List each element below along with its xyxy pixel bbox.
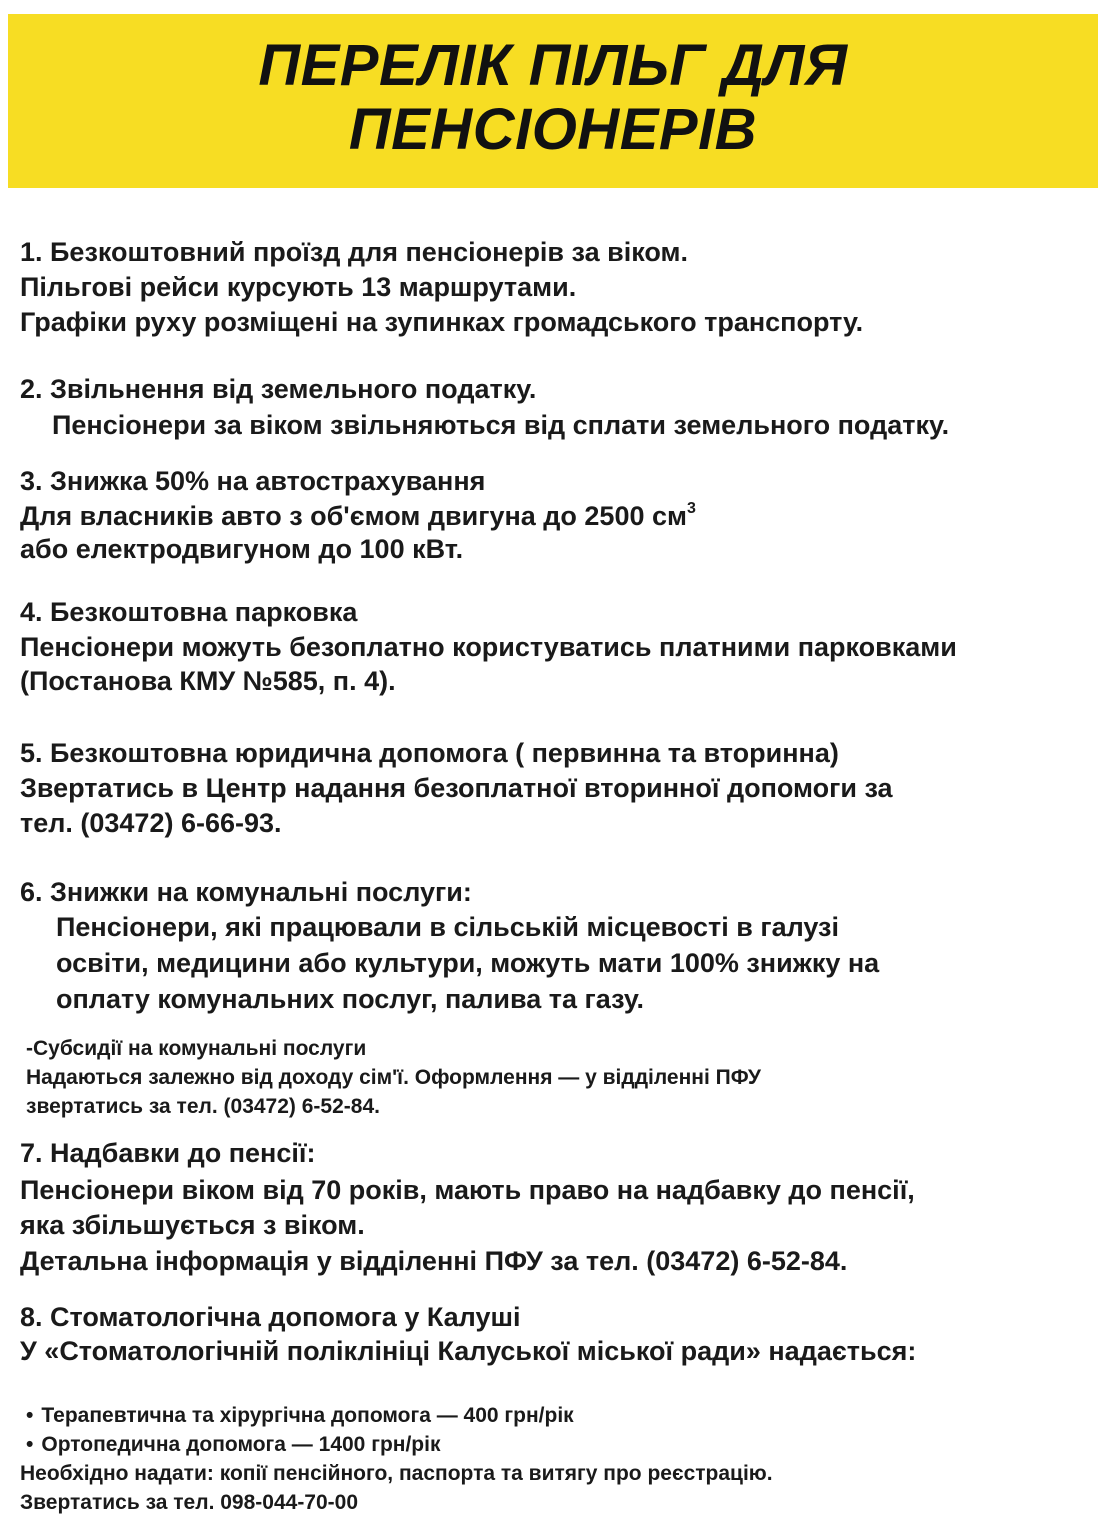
cubic-superscript: 3 <box>686 500 696 517</box>
benefit-3-text-1-body: Для власників авто з об'ємом двигуна до 2500 см <box>20 501 687 531</box>
dental-bullet-item <box>26 1402 574 1430</box>
benefit-1-text-2: Графіки руху розміщені на зупинках громадського транспорту. <box>20 307 864 337</box>
dental-footer-text-2: Звертатись за тел. 098-044-70-00 <box>20 1491 359 1514</box>
benefit-8-text-1: У «Стоматологічній поліклініці Калуської міської ради» надається: <box>20 1336 917 1366</box>
benefit-8-heading: 8. Стоматологічна допомога у Калуші <box>20 1302 521 1332</box>
subsidy-note-text-2: звертатись за тел. (03472) 6-52-84. <box>26 1095 380 1118</box>
subsidy-note-text-1: Надаються залежно від доходу сім'ї. Оформлення — у відділенні ПФУ <box>26 1066 761 1089</box>
benefit-6-text-3: оплату комунальних послуг, палива та газу. <box>56 984 645 1014</box>
benefit-5-heading: 5. Безкоштовна юридична допомога ( первинна та вторинна) <box>20 738 839 768</box>
benefit-6-text-2: освіти, медицини або культури, можуть мати 100% знижку на <box>56 948 880 978</box>
dental-footer-text-1: Необхідно надати: копії пенсійного, паспорта та витягу про реєстрацію. <box>20 1462 773 1485</box>
page-title-line-2: ПЕНСІОНЕРІВ <box>348 97 758 162</box>
benefit-4-text-2: (Постанова КМУ №585, п. 4). <box>20 666 396 696</box>
benefit-6-text-1: Пенсіонери, які працювали в сільській місцевості в галузі <box>56 912 839 942</box>
benefit-6-heading: 6. Знижки на комунальні послуги: <box>20 877 472 907</box>
benefit-2-text-1: Пенсіонери за віком звільняються від сплати земельного податку. <box>52 410 950 440</box>
benefit-3-heading: 3. Знижка 50% на автострахування <box>20 466 486 496</box>
benefit-1-heading: 1. Безкоштовний проїзд для пенсіонерів за віком. <box>20 237 688 267</box>
benefit-7-heading: 7. Надбавки до пенсії: <box>20 1138 316 1168</box>
dental-bullet-text: Ортопедична допомога — 1400 грн/рік <box>41 1433 441 1456</box>
benefit-5-text-2: тел. (03472) 6-66-93. <box>20 808 282 838</box>
benefit-5-text-1: Звертатись в Центр надання безоплатної вторинної допомоги за <box>20 773 893 803</box>
benefit-3-text-2: або електродвигуном до 100 кВт. <box>20 534 464 564</box>
benefit-4-heading: 4. Безкоштовна парковка <box>20 597 358 627</box>
benefit-7-text-2: яка збільшується з віком. <box>20 1210 365 1240</box>
title-banner <box>8 14 1098 188</box>
benefit-4-text-1: Пенсіонери можуть безоплатно користуватись платними парковками <box>20 632 957 662</box>
benefit-7-text-1: Пенсіонери віком від 70 років, мають право на надбавку до пенсії, <box>20 1175 915 1205</box>
subsidy-note-title: -Субсидії на комунальні послуги <box>26 1037 367 1060</box>
bullet-dot-icon: • <box>26 1404 34 1427</box>
benefit-2-heading: 2. Звільнення від земельного податку. <box>20 374 537 404</box>
benefit-3-text-1 <box>20 499 696 533</box>
page-title <box>8 34 1098 162</box>
bullet-dot-icon: • <box>26 1433 34 1456</box>
dental-bullet-text: Терапевтична та хірургічна допомога — 400 грн/рік <box>41 1404 574 1427</box>
page-title-line-1: ПЕРЕЛІК ПІЛЬГ ДЛЯ <box>258 33 848 98</box>
dental-bullet-item <box>26 1431 440 1459</box>
benefit-1-text-1: Пільгові рейси курсують 13 маршрутами. <box>20 272 577 302</box>
benefit-7-text-3: Детальна інформація у відділенні ПФУ за тел. (03472) 6-52-84. <box>20 1246 848 1276</box>
